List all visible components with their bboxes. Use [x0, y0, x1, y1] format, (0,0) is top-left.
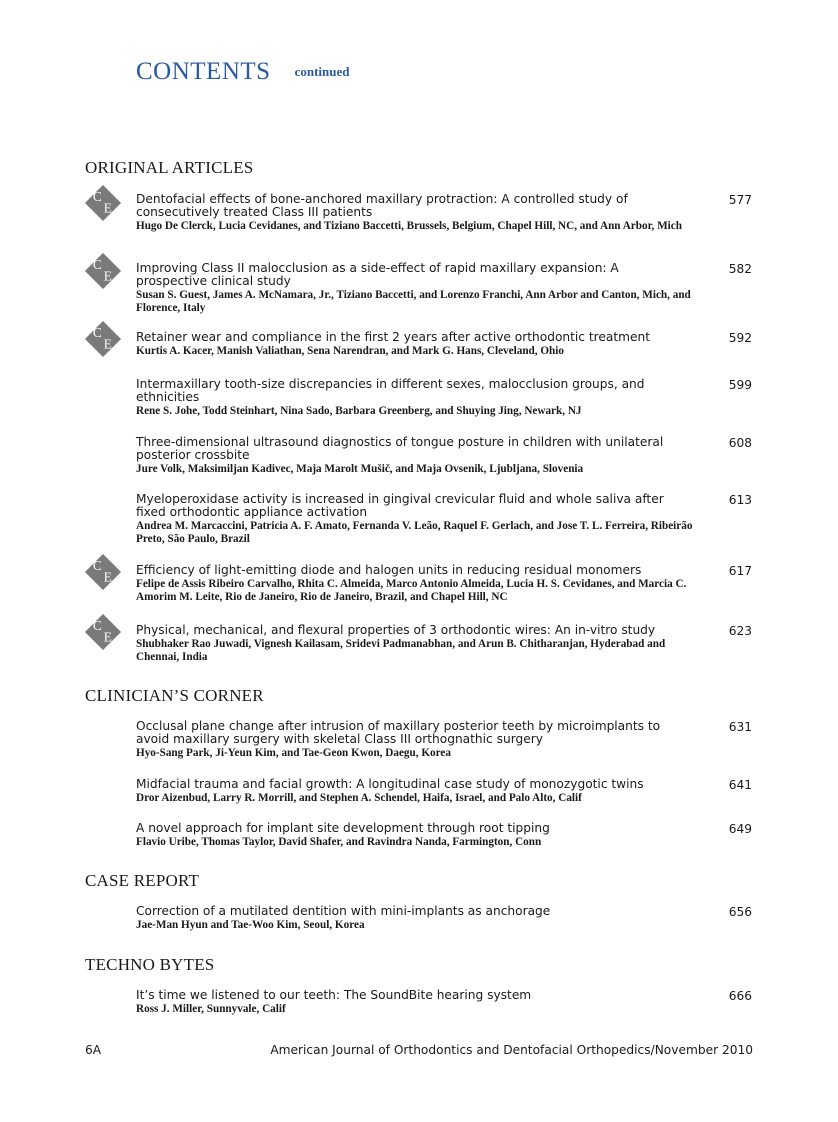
- page-title: CONTENTS: [136, 58, 271, 85]
- page-number: 666: [728, 989, 752, 1003]
- ce-letter-e: E: [103, 200, 112, 216]
- article-authors: Hyo-Sang Park, Ji-Yeun Kim, and Tae-Geon Kwon, Daegu, Korea: [136, 747, 451, 759]
- toc-entry[interactable]: [136, 989, 756, 1016]
- page-number: 577: [728, 193, 752, 207]
- article-authors: Kurtis A. Kacer, Manish Valiathan, Sena Narendran, and Mark G. Hans, Cleveland, Ohio: [136, 345, 564, 357]
- article-authors: Shubhaker Rao Juwadi, Vignesh Kailasam, Sridevi Padmanabhan, and Arun B. Chitharanjan, Hyderabad and Chennai, India: [136, 638, 666, 663]
- footer-journal: American Journal of Orthodontics and Dentofacial Orthopedics/November 2010: [270, 1043, 753, 1057]
- ce-letter-c: C: [92, 257, 102, 273]
- ce-credit-icon: [84, 252, 122, 290]
- ce-letter-c: C: [92, 189, 102, 205]
- article-title[interactable]: Myeloperoxidase activity is increased in gingival crevicular fluid and whole saliva after fixed orthodontic appliance activation: [136, 492, 664, 519]
- article-authors: Rene S. Johe, Todd Steinhart, Nina Sado, Barbara Greenberg, and Shuying Jing, Newark, NJ: [136, 405, 582, 417]
- page-number: 617: [728, 564, 752, 578]
- ce-credit-icon: [84, 613, 122, 651]
- footer-page-number: 6A: [85, 1043, 102, 1057]
- ce-letter-c: C: [92, 618, 102, 634]
- article-authors: Susan S. Guest, James A. McNamara, Jr., Tiziano Baccetti, and Lorenzo Franchi, Ann Arbor and Canton, Mich, and Florence, Italy: [136, 289, 691, 314]
- ce-letter-e: E: [103, 569, 112, 585]
- page-header: [136, 58, 349, 86]
- article-authors: Dror Aizenbud, Larry R. Morrill, and Stephen A. Schendel, Haifa, Israel, and Palo Alto, Calif: [136, 792, 582, 804]
- article-title[interactable]: Intermaxillary tooth-size discrepancies in different sexes, malocclusion groups, and ethnicities: [136, 377, 645, 404]
- page-number: 641: [728, 778, 752, 792]
- article-authors: Hugo De Clerck, Lucia Cevidanes, and Tiziano Baccetti, Brussels, Belgium, Chapel Hill, NC, and Ann Arbor, Mich: [136, 220, 682, 232]
- article-authors: Andrea M. Marcaccini, Patricia A. F. Amato, Fernanda V. Leão, Raquel F. Gerlach, and Jose T. L. Ferreira, Ribeirão Preto, São Paulo, Brazil: [136, 520, 693, 545]
- ce-credit-icon: [84, 320, 122, 358]
- page-number: 631: [728, 720, 752, 734]
- section-heading-techno-bytes: TECHNO BYTES: [85, 955, 215, 974]
- article-authors: Ross J. Miller, Sunnyvale, Calif: [136, 1003, 286, 1015]
- toc-entry[interactable]: [136, 564, 756, 604]
- page-number: 623: [728, 624, 752, 638]
- ce-credit-icon: [84, 553, 122, 591]
- ce-letter-e: E: [103, 336, 112, 352]
- toc-entry[interactable]: [136, 720, 756, 760]
- article-authors: Flavio Uribe, Thomas Taylor, David Shafer, and Ravindra Nanda, Farmington, Conn: [136, 836, 542, 848]
- ce-letter-c: C: [92, 558, 102, 574]
- article-authors: Felipe de Assis Ribeiro Carvalho, Rhita C. Almeida, Marco Antonio Almeida, Lucia H. S. Cevidanes, and Marcia C. Amorim M. Leite, Rio de Janeiro, Rio de Janeiro, Brazil, and Chapel Hill, NC: [136, 578, 687, 603]
- page-number: 582: [728, 262, 752, 276]
- ce-letter-c: C: [92, 325, 102, 341]
- page-number: 592: [728, 331, 752, 345]
- section-heading-clinicians-corner: CLINICIAN’S CORNER: [85, 686, 264, 705]
- article-title[interactable]: Retainer wear and compliance in the first 2 years after active orthodontic treatment: [136, 330, 651, 344]
- article-title[interactable]: Occlusal plane change after intrusion of maxillary posterior teeth by microimplants to avoid maxillary surgery with skeletal Class III orthognathic surgery: [136, 719, 661, 746]
- article-authors: Jae-Man Hyun and Tae-Woo Kim, Seoul, Korea: [136, 919, 365, 931]
- ce-credit-icon: [84, 184, 122, 222]
- article-title[interactable]: Physical, mechanical, and flexural properties of 3 orthodontic wires: An in-vitro study: [136, 623, 656, 637]
- article-title[interactable]: Dentofacial effects of bone-anchored maxillary protraction: A controlled study of consecutively treated Class III patients: [136, 192, 628, 219]
- toc-entry[interactable]: [136, 378, 756, 418]
- article-title[interactable]: Improving Class II malocclusion as a side-effect of rapid maxillary expansion: A prospective clinical study: [136, 261, 619, 288]
- article-title[interactable]: Correction of a mutilated dentition with mini-implants as anchorage: [136, 904, 551, 918]
- toc-entry[interactable]: [136, 331, 756, 358]
- page-number: 656: [728, 905, 752, 919]
- toc-entry[interactable]: [136, 493, 756, 546]
- toc-entry[interactable]: [136, 905, 756, 932]
- toc-entry[interactable]: [136, 436, 756, 476]
- article-title[interactable]: A novel approach for implant site development through root tipping: [136, 821, 550, 835]
- ce-letter-e: E: [103, 629, 112, 645]
- ce-letter-e: E: [103, 268, 112, 284]
- article-authors: Jure Volk, Maksimiljan Kadivec, Maja Marolt Mušič, and Maja Ovsenik, Ljubljana, Slovenia: [136, 463, 584, 475]
- continued-label: continued: [294, 64, 350, 79]
- article-title[interactable]: Efficiency of light-emitting diode and halogen units in reducing residual monomers: [136, 563, 642, 577]
- article-title[interactable]: Three-dimensional ultrasound diagnostics of tongue posture in children with unilateral posterior crossbite: [136, 435, 664, 462]
- page-number: 613: [728, 493, 752, 507]
- article-title[interactable]: It’s time we listened to our teeth: The SoundBite hearing system: [136, 988, 532, 1002]
- toc-entry[interactable]: [136, 624, 756, 664]
- page-number: 599: [728, 378, 752, 392]
- section-heading-case-report: CASE REPORT: [85, 871, 200, 890]
- toc-entry[interactable]: [136, 778, 756, 805]
- article-title[interactable]: Midfacial trauma and facial growth: A longitudinal case study of monozygotic twins: [136, 777, 644, 791]
- page-number: 649: [728, 822, 752, 836]
- toc-entry[interactable]: [136, 262, 756, 315]
- section-heading-original-articles: ORIGINAL ARTICLES: [85, 158, 254, 177]
- toc-entry[interactable]: [136, 822, 756, 849]
- toc-entry[interactable]: [136, 193, 756, 233]
- page-number: 608: [728, 436, 752, 450]
